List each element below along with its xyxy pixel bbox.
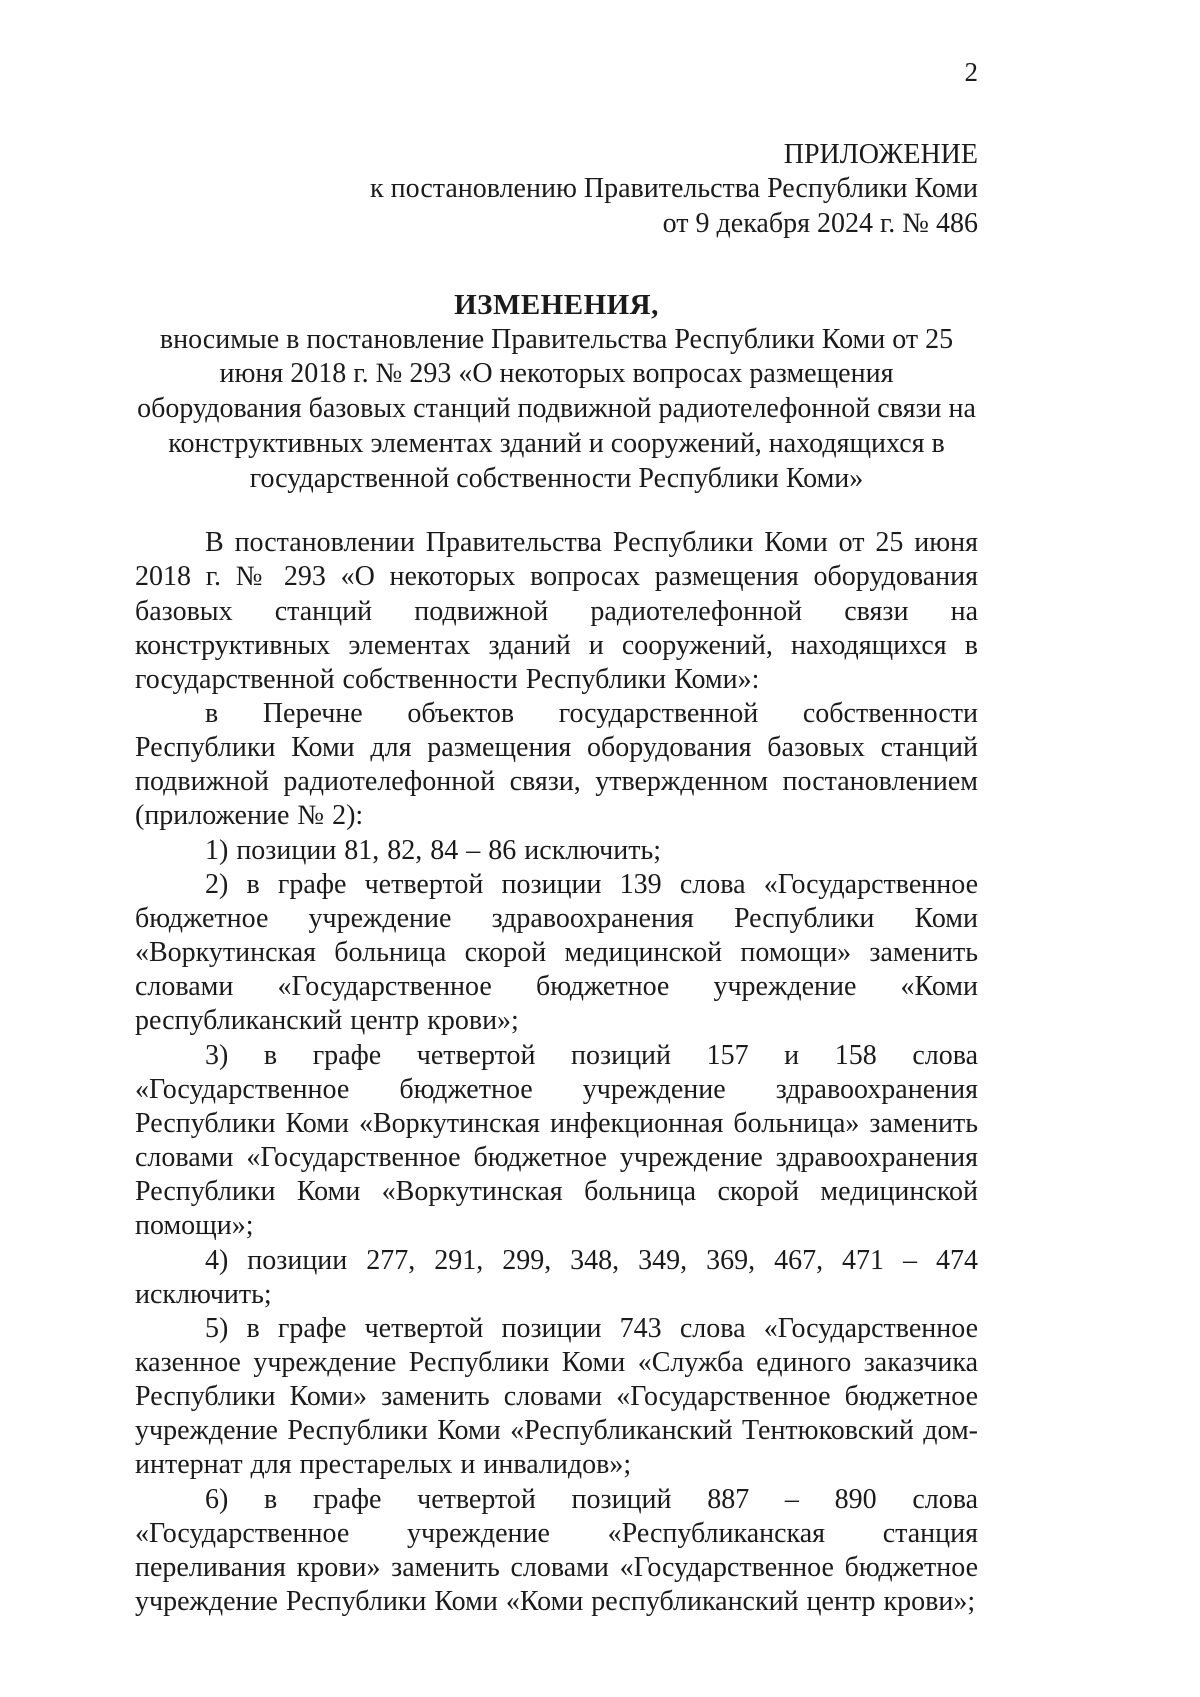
paragraph-item-5: 5) в графе четвертой позиции 743 слова «Государственное казенное учреждение Республики Коми «Служба единого заказчика Республики Коми» заменить словами «Государственное бюджетное учреждение Республики Коми «Республиканский Тентюковский дом-интернат для престарелых и инвалидов»; — [135, 1312, 978, 1481]
paragraph-item-2: 2) в графе четвертой позиции 139 слова «Государственное бюджетное учреждение здравоохранения Республики Коми «Воркутинская больница скорой медицинской помощи» заменить словами «Государственное бюджетное учреждение «Коми республиканский центр крови»; — [135, 868, 978, 1037]
paragraph-item-6: 6) в графе четвертой позиций 887 – 890 слова «Государственное учреждение «Республиканская станция переливания крови» заменить словами «Государственное бюджетное учреждение Республики Коми «Коми республиканский центр крови»; — [135, 1483, 978, 1618]
document-subtitle: вносимые в постановление Правительства Республики Коми от 25 июня 2018 г. № 293 «О некоторых вопросах размещения оборудования базовых станций подвижной радиотелефонной связи на конструктивных элементах зданий и сооружений, находящихся в государственной собственности Республики Коми» — [137, 323, 976, 494]
document-body — [135, 526, 978, 1619]
paragraph-item-4: 4) позиции 277, 291, 299, 348, 349, 369, 467, 471 – 474 исключить; — [135, 1244, 978, 1310]
paragraph-intro: В постановлении Правительства Республики Коми от 25 июня 2018 г. № 293 «О некоторых вопросах размещения оборудования базовых станций подвижной радиотелефонной связи на конструктивных элементах зданий и сооружений, находящихся в государственной собственности Республики Коми»: — [135, 527, 978, 695]
appendix-header-line-2: к постановлению Правительства Республики Коми — [370, 173, 978, 205]
appendix-header-line-3: от 9 декабря 2024 г. № 486 — [662, 208, 978, 240]
appendix-header-line-1: ПРИЛОЖЕНИЕ — [783, 138, 978, 170]
paragraph-list-reference: в Перечне объектов государственной собственности Республики Коми для размещения оборудования базовых станций подвижной радиотелефонной связи, утвержденном постановлением (приложение № 2): — [135, 698, 978, 832]
page-number: 2 — [964, 57, 978, 87]
appendix-header — [135, 138, 978, 242]
paragraph-item-3: 3) в графе четвертой позиций 157 и 158 слова «Государственное бюджетное учреждение здравоохранения Республики Коми «Воркутинская инфекционная больница» заменить словами «Государственное бюджетное учреждение здравоохранения Республики Коми «Воркутинская больница скорой медицинской помощи»; — [135, 1039, 978, 1242]
document-title: ИЗМЕНЕНИЯ, — [454, 288, 659, 321]
paragraph-item-1: 1) позиции 81, 82, 84 – 86 исключить; — [205, 834, 661, 866]
